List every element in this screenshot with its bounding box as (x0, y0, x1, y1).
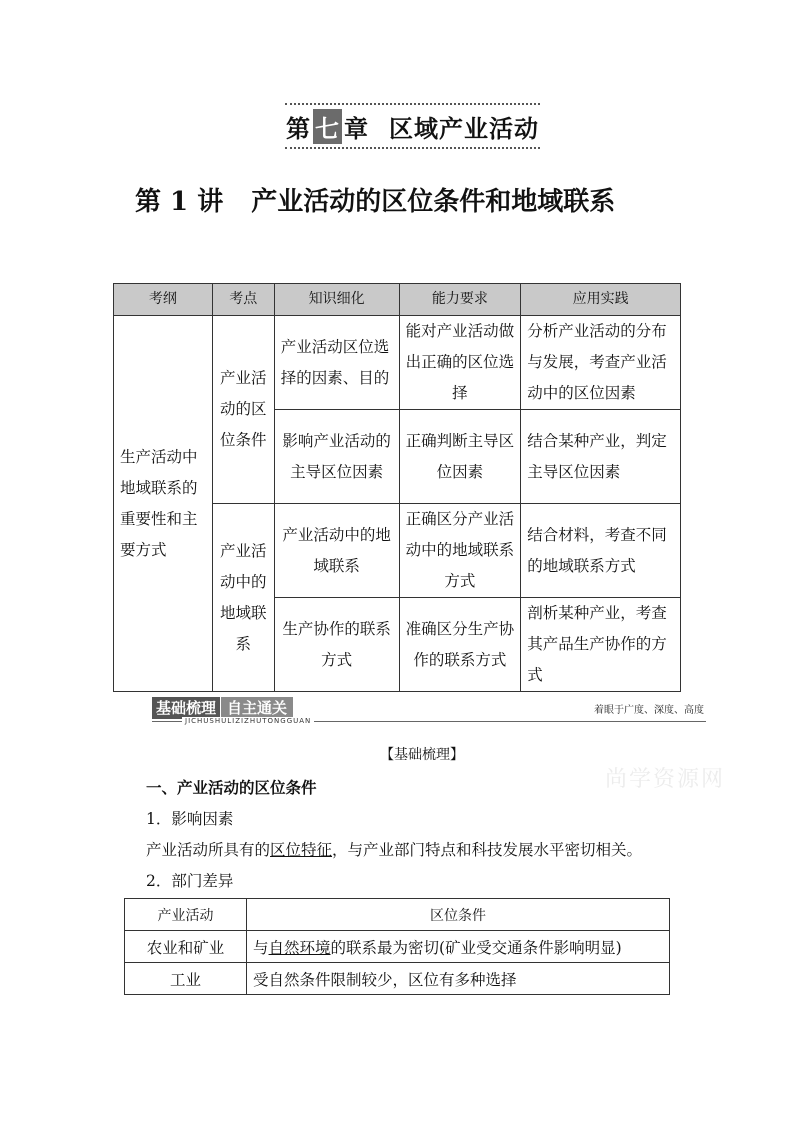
knowledge-cell: 生产协作的联系方式 (274, 598, 399, 692)
chapter-heading (285, 103, 540, 149)
outline-table (113, 283, 681, 692)
para1-post: ，与产业部门特点和科技发展水平密切相关。 (332, 841, 643, 859)
header-ability: 能力要求 (399, 284, 521, 316)
ability-cell: 能对产业活动做出正确的区位选择 (399, 316, 521, 410)
sector-difference-table (124, 898, 670, 995)
condition-cell (247, 963, 670, 995)
ability-cell: 准确区分生产协作的联系方式 (399, 598, 521, 692)
outline-header-row (114, 284, 681, 316)
lecture-heading (135, 181, 615, 218)
bracket-title: 【基础梳理】 (380, 747, 464, 763)
para1-pre: 产业活动所具有的 (146, 841, 271, 859)
topic-cell: 产业活动中的地域联系 (212, 504, 274, 692)
paragraph-1 (146, 838, 642, 860)
header-knowledge: 知识细化 (274, 284, 399, 316)
activity-cell: 农业和矿业 (125, 931, 247, 963)
lecture-title: 产业活动的区位条件和地域联系 (251, 187, 616, 217)
section-banner-main: 基础梳理 (152, 697, 220, 719)
section-banner-pinyin: JICHUSHULIZIZHUTONGGUAN (182, 717, 314, 725)
practice-cell: 剖析某种产业，考查其产品生产协作的方式 (521, 598, 681, 692)
heading-1: 一、产业活动的区位条件 (146, 778, 317, 797)
practice-cell: 分析产业活动的分布与发展，考查产业活动中的区位因素 (521, 316, 681, 410)
header-topic: 考点 (212, 284, 274, 316)
practice-cell: 结合某种产业，判定主导区位因素 (521, 410, 681, 504)
ability-cell: 正确判断主导区位因素 (399, 410, 521, 504)
header-syllabus: 考纲 (114, 284, 213, 316)
chapter-suffix: 章 (344, 114, 369, 143)
header-practice: 应用实践 (521, 284, 681, 316)
section-banner (152, 697, 706, 731)
activity-cell: 工业 (125, 963, 247, 995)
condition-post: 的联系最为密切(矿业受交通条件影响明显) (330, 938, 622, 957)
section-banner-sub: 自主通关 (221, 697, 293, 719)
knowledge-cell: 影响产业活动的主导区位因素 (274, 410, 399, 504)
watermark: 尚学资源网 (605, 767, 726, 792)
section-banner-slogan: 着眼于广度、深度、高度 (594, 705, 704, 716)
subheading-2: 2．部门差异 (146, 872, 234, 890)
table-row (125, 963, 670, 995)
table-row (114, 316, 681, 410)
diff-header-condition: 区位条件 (247, 899, 670, 931)
diff-header-row (125, 899, 670, 931)
syllabus-cell: 生产活动中地域联系的重要性和主要方式 (114, 316, 213, 692)
chapter-prefix: 第 (286, 114, 311, 143)
subheading-1: 1．影响因素 (146, 810, 234, 828)
condition-pre: 受自然条件限制较少，区位有多种选择 (253, 970, 517, 989)
practice-cell: 结合材料，考查不同的地域联系方式 (521, 504, 681, 598)
chapter-title: 区域产业活动 (389, 114, 539, 143)
condition-underline: 自然环境 (268, 938, 331, 957)
condition-pre: 与 (253, 938, 269, 957)
knowledge-cell: 产业活动中的地域联系 (274, 504, 399, 598)
table-row (125, 931, 670, 963)
ability-cell: 正确区分产业活动中的地域联系方式 (399, 504, 521, 598)
diff-header-activity: 产业活动 (125, 899, 247, 931)
knowledge-cell: 产业活动区位选择的因素、目的 (274, 316, 399, 410)
para1-underline: 区位特征 (270, 841, 333, 859)
topic-cell: 产业活动的区位条件 (212, 316, 274, 504)
chapter-number: 七 (313, 109, 342, 144)
lecture-label: 第 1 讲 (135, 187, 224, 217)
condition-cell (247, 931, 670, 963)
